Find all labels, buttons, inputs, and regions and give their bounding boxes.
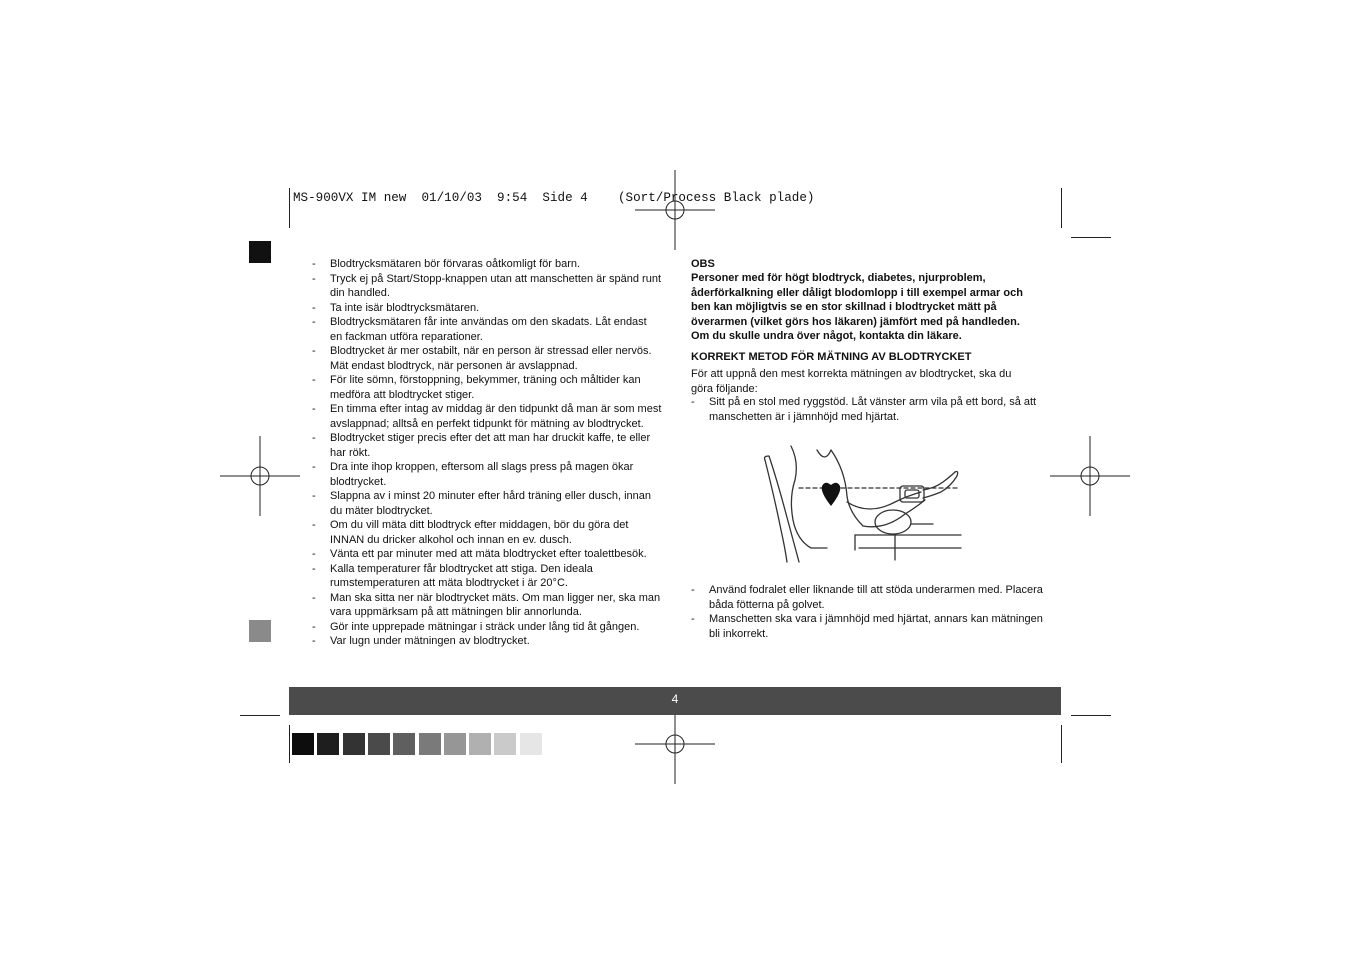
list-item: - För lite sömn, förstoppning, bekymmer, träning och måltider kan medföra att blodtrycket stiger. <box>312 373 662 402</box>
method-steps-continued-list <box>691 583 1043 641</box>
list-item: - Dra inte ihop kroppen, eftersom all slags press på magen ökar blodtrycket. <box>312 460 662 489</box>
registration-mark-icon <box>220 436 300 516</box>
obs-text: Personer med för högt blodtryck, diabetes, njurproblem, åderförkalkning eller dåligt blodomlopp i till exempel armar och ben kan möjligtvis se en stor skillnad i blodtrycket mätt på överarmen (vilket görs hos läkaren) jämfört med på handleden. Om du skulle undra över något, kontakta din läkare. <box>691 272 1023 342</box>
list-item: - Manschetten ska vara i jämnhöjd med hjärtat, annars kan mätningen bli inkorrekt. <box>691 612 1043 641</box>
list-item: - Ta inte isär blodtrycksmätaren. <box>312 301 662 316</box>
ramp-swatch <box>343 733 365 755</box>
crop-mark <box>240 715 280 716</box>
page-number: 4 <box>671 692 679 706</box>
ramp-swatch <box>444 733 466 755</box>
crop-mark <box>1071 715 1111 716</box>
ramp-swatch <box>317 733 339 755</box>
print-slug: MS-900VX IM new 01/10/03 9:54 Side 4 (Sort/Process Black plade) <box>293 191 815 205</box>
method-intro: För att uppnå den mest korrekta mätningen av blodtrycket, ska du göra följande: <box>691 368 1012 395</box>
list-item: - Använd fodralet eller liknande till att stöda underarmen med. Placera båda fötterna på golvet. <box>691 583 1043 612</box>
crop-mark <box>289 725 290 763</box>
list-item: - Blodtrycksmätaren bör förvaras oåtkomligt för barn. <box>312 257 662 272</box>
ramp-swatch <box>419 733 441 755</box>
list-item: - En timma efter intag av middag är den tidpunkt då man är som mest avslappnad; alltså en perfekt tidpunkt för mätning av blodtrycket. <box>312 402 662 431</box>
obs-heading: OBS <box>691 258 715 270</box>
crop-mark <box>1061 725 1062 763</box>
list-item: - Blodtrycksmätaren får inte användas om den skadats. Låt endast en fackman utföra reparationer. <box>312 315 662 344</box>
measurement-posture-illustration <box>755 440 967 564</box>
registration-mark-icon <box>1050 436 1130 516</box>
list-item: - Blodtrycket stiger precis efter det att man har druckit kaffe, te eller har rökt. <box>312 431 662 460</box>
list-item: - Gör inte upprepade mätningar i sträck under lång tid åt gången. <box>312 620 662 635</box>
list-item: - Vänta ett par minuter med att mäta blodtrycket efter toalettbesök. <box>312 547 662 562</box>
ramp-swatch <box>368 733 390 755</box>
ramp-swatch <box>520 733 542 755</box>
gray-swatch <box>249 620 271 642</box>
precautions-list <box>312 257 662 649</box>
list-item: - Om du vill mäta ditt blodtryck efter middagen, bör du göra det INNAN du dricker alkohol och innan en ev. dusch. <box>312 518 662 547</box>
list-item: - Kalla temperaturer får blodtrycket att stiga. Den ideala rumstemperaturen att mäta blodtrycket i är 20°C. <box>312 562 662 591</box>
list-item: - Tryck ej på Start/Stopp-knappen utan att manschetten är spänd runt din handled. <box>312 272 662 301</box>
method-steps-list <box>691 395 1039 424</box>
registration-mark-icon <box>635 170 715 250</box>
ramp-swatch <box>393 733 415 755</box>
list-item: - Man ska sitta ner när blodtrycket mäts. Om man ligger ner, ska man vara uppmärksam på att mätningen blir annorlunda. <box>312 591 662 620</box>
list-item: - Sitt på en stol med ryggstöd. Låt vänster arm vila på ett bord, så att manschetten är i jämnhöjd med hjärtat. <box>691 395 1039 424</box>
method-heading: KORREKT METOD FÖR MÄTNING AV BLODTRYCKET <box>691 351 972 363</box>
footer-bar <box>289 687 1061 715</box>
registration-mark-icon <box>635 704 715 784</box>
list-item: - Slappna av i minst 20 minuter efter hård träning eller dusch, innan du mäter blodtrycket. <box>312 489 662 518</box>
ramp-swatch <box>469 733 491 755</box>
list-item: - Blodtrycket är mer ostabilt, när en person är stressad eller nervös. Mät endast blodtryck, när personen är avslappnad. <box>312 344 662 373</box>
list-item: - Var lugn under mätningen av blodtrycket. <box>312 634 662 649</box>
black-swatch <box>249 241 271 263</box>
crop-mark <box>1071 237 1111 238</box>
crop-mark <box>289 188 290 228</box>
ramp-swatch <box>494 733 516 755</box>
ramp-swatch <box>292 733 314 755</box>
crop-mark <box>1061 188 1062 228</box>
